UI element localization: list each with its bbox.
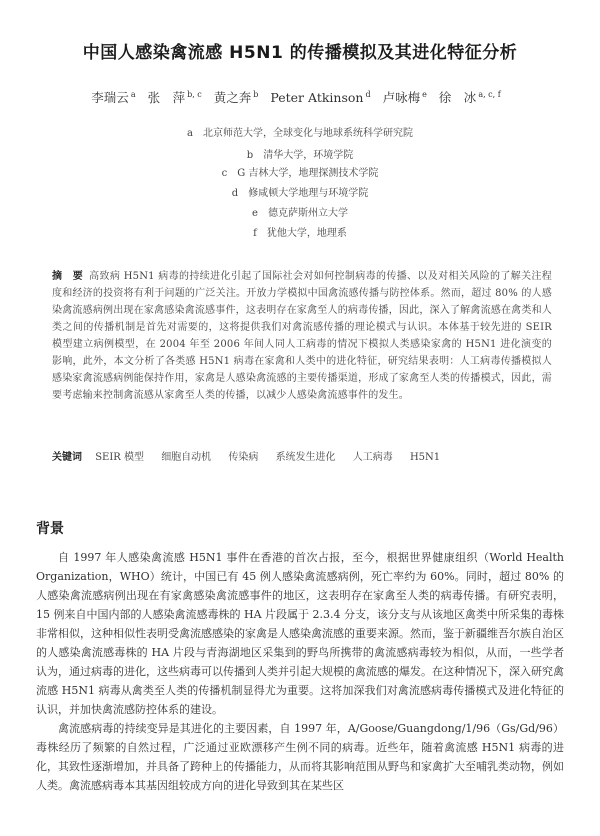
abstract bbox=[52, 268, 552, 404]
affiliation-text: G 吉林大学，地理探测技术学院 bbox=[237, 168, 379, 179]
author-affil-mark: a, c, f bbox=[478, 89, 501, 99]
keyword: SEIR 模型 bbox=[95, 452, 144, 463]
section-body bbox=[36, 548, 564, 795]
affiliation bbox=[0, 164, 600, 179]
affiliation bbox=[0, 146, 600, 161]
author-affil-mark: d bbox=[365, 89, 371, 99]
affiliation-text: 清华大学，环境学院 bbox=[263, 150, 354, 161]
affiliation bbox=[0, 124, 600, 139]
abstract-text: 高致病 H5N1 病毒的持续进化引起了国际社会对如何控制病毒的传播、以及对相关风险的了解关注程度和经济的投资将有利于问题的广泛关注。开放力学模拟中国禽流感传播与防控体系。然而，超过 80% 的人感染禽流感病例出现在家禽感染禽流感事件，这表明存在家禽至人的病毒传播，因此，深入了解禽流感在禽类和人类之间的传播机制是首先对需要的，这将提供我们对禽流感传播的理论模式与认识。本体基于较先进的 SEIR 模型建立病例模型，在 2004 年至 2006 年间人同人工病毒的情况下模拟人类感染家禽的 H5N1 进化演变的影响，此外，本文分析了各类感 H5N1 病毒在家禽和人类中的进化特征，研究结果表明：人工病毒传播模拟人感染家禽流感病例能保持作用，家禽是人感染禽流感的主要传播渠道，形成了家禽至人类的传播模式，因此，需要考虑输来控制禽流感从家禽至人类的传播，以减少人感染禽流感事件的发生。 bbox=[52, 271, 553, 401]
section-heading: 背景 bbox=[36, 521, 64, 537]
affiliation-text: 修咸顿大学地理与环境学院 bbox=[248, 188, 369, 199]
author-affil-mark: b, c bbox=[187, 89, 202, 99]
keywords-label: 关键词 bbox=[52, 452, 82, 463]
paper-title: 中国人感染禽流感 H5N1 的传播模拟及其进化特征分析 bbox=[82, 43, 518, 63]
body-paragraph: 禽流感病毒的持续变异是其进化的主要因素，自 1997 年，A/Goose/Guangdong/1/96（Gs/Gd/96）毒株经历了频繁的自然过程，广泛通过亚欧漂移产生例不同的病毒。近些年，随着禽流感 H5N1 病毒的进化，其致性逐渐增加，并具备了跨种上的传播能力，从而将其影响范围从野鸟和家禽扩大至哺乳类动物，例如人类。禽流感病毒本其基因组较成方向的进化导致到其在某些区 bbox=[36, 722, 564, 792]
author-list bbox=[40, 88, 560, 106]
abstract-label: 摘 要 bbox=[52, 271, 84, 282]
affiliation bbox=[0, 184, 600, 199]
affiliation-mark: e bbox=[252, 208, 258, 219]
author-name: 卢咏梅 bbox=[382, 90, 421, 105]
author-affil-mark: b bbox=[253, 89, 259, 99]
affiliation-mark: a bbox=[187, 128, 193, 139]
keyword: 人工病毒 bbox=[352, 452, 393, 463]
affiliation-mark: c bbox=[221, 168, 228, 179]
keyword: 系统发生进化 bbox=[275, 452, 336, 463]
body-paragraph: 自 1997 年人感染禽流感 H5N1 事件在香港的首次占报，至今，根据世界健康组织（World Health Organization，WHO）统计，中国已有 45 例人感染禽流感病例，死亡率约为 60%。同时，超过 80% 的人感染禽流感病例出现在有家禽感染禽流感事件的地区，这表明存在家禽至人类的病毒传播。有研究表明，15 例来自中国内部的人感染禽流感毒株的 HA 片段属于 2.3.4 分支，该分支与从该地区禽类中所采集的毒株非常相似，这种相似性表明受禽流感感染的家禽是人感染禽流感的重要来源。然而，鉴于新疆维吾尔族自治区的人感染禽流感毒株的 HA 片段与青海湖地区采集到的野鸟所携带的禽流感病毒较为相似，从而，一些学者认为，通过病毒的进化，这些病毒可以传播到人类并引起大规模的禽流感的爆发。在这种情况下，深入研究禽流感 H5N1 病毒从禽类至人类的传播机制显得尤为重要。这将加深我们对禽流感病毒传播模式及进化特征的认识，并加快禽流感防控体系的建设。 bbox=[36, 551, 565, 716]
affiliation-text: 德克萨斯州立大学 bbox=[267, 208, 348, 219]
author-affil-mark: e bbox=[422, 89, 427, 99]
keyword: 传染病 bbox=[228, 452, 259, 463]
author-name: 黄之奔 bbox=[213, 90, 252, 105]
affiliation-mark: f bbox=[253, 228, 257, 239]
affiliation-text: 犹他大学，地理系 bbox=[266, 228, 347, 239]
keyword: 细胞自动机 bbox=[161, 452, 212, 463]
affiliation bbox=[0, 204, 600, 219]
author-name: Peter Atkinson bbox=[270, 90, 364, 105]
keywords bbox=[52, 448, 552, 463]
author-name: 李瑞云 bbox=[91, 90, 129, 105]
affiliation-mark: d bbox=[231, 188, 239, 199]
author-name: 徐 冰 bbox=[438, 90, 477, 105]
author-name: 张 萍 bbox=[147, 90, 186, 105]
author-affil-mark: a bbox=[130, 89, 136, 99]
affiliation bbox=[0, 224, 600, 239]
affiliation-mark: b bbox=[246, 150, 254, 161]
keyword: H5N1 bbox=[409, 452, 441, 463]
affiliation-text: 北京师范大学，全球变化与地球系统科学研究院 bbox=[202, 128, 413, 139]
